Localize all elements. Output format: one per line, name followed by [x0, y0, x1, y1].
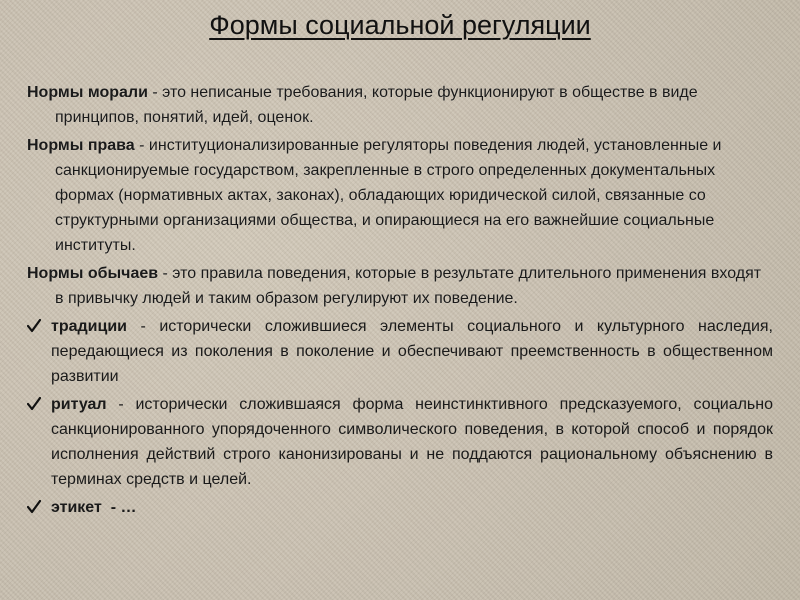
bullet-traditions — [27, 314, 773, 389]
definition-customs — [27, 261, 773, 311]
term-label: Нормы права — [27, 137, 135, 154]
bullet-text: - … — [101, 499, 137, 516]
slide-content — [27, 80, 773, 523]
term-label: Нормы обычаев — [27, 265, 159, 282]
bullet-etiquette — [27, 495, 773, 520]
definition-law — [27, 133, 773, 258]
term-label: традиции — [51, 318, 128, 335]
term-label: Нормы морали — [27, 84, 148, 101]
bullet-text: - исторически сложившаяся форма неинстинктивного предсказуемого, социально санкционированного упорядоченного символического поведения, в которой способ и порядок исполнения действий строго канонизированы и не поддаются рациональному объяснению в терминах средств и целей. — [51, 396, 773, 488]
bullet-text: - исторически сложившиеся элементы социального и культурного наследия, передающиеся из поколения в поколение и обеспечивают преемственность в общественном развитии — [51, 318, 773, 385]
term-label: ритуал — [51, 396, 107, 413]
definition-text: - это неписаные требования, которые функционируют в обществе в виде принципов, понятий, идей, оценок. — [55, 84, 698, 126]
checkmark-icon — [27, 500, 41, 514]
definition-morality — [27, 80, 773, 130]
term-label: этикет — [51, 499, 102, 516]
bullet-ritual — [27, 392, 773, 492]
checkmark-icon — [27, 397, 41, 411]
definition-text: - институционализированные регуляторы поведения людей, установленные и санкционируемые государством, закрепленные в строго определенных документальных формах (нормативных актах, законах), обладающих юридической силой, связанные со структурными организациями общества, и опирающиеся на его важнейшие социальные институты. — [55, 137, 722, 254]
definition-text: - это правила поведения, которые в результате длительного применения входят в привычку людей и таким образом регулируют их поведение. — [55, 265, 762, 307]
checkmark-icon — [27, 319, 41, 333]
slide-title: Формы социальной регуляции — [209, 10, 591, 40]
